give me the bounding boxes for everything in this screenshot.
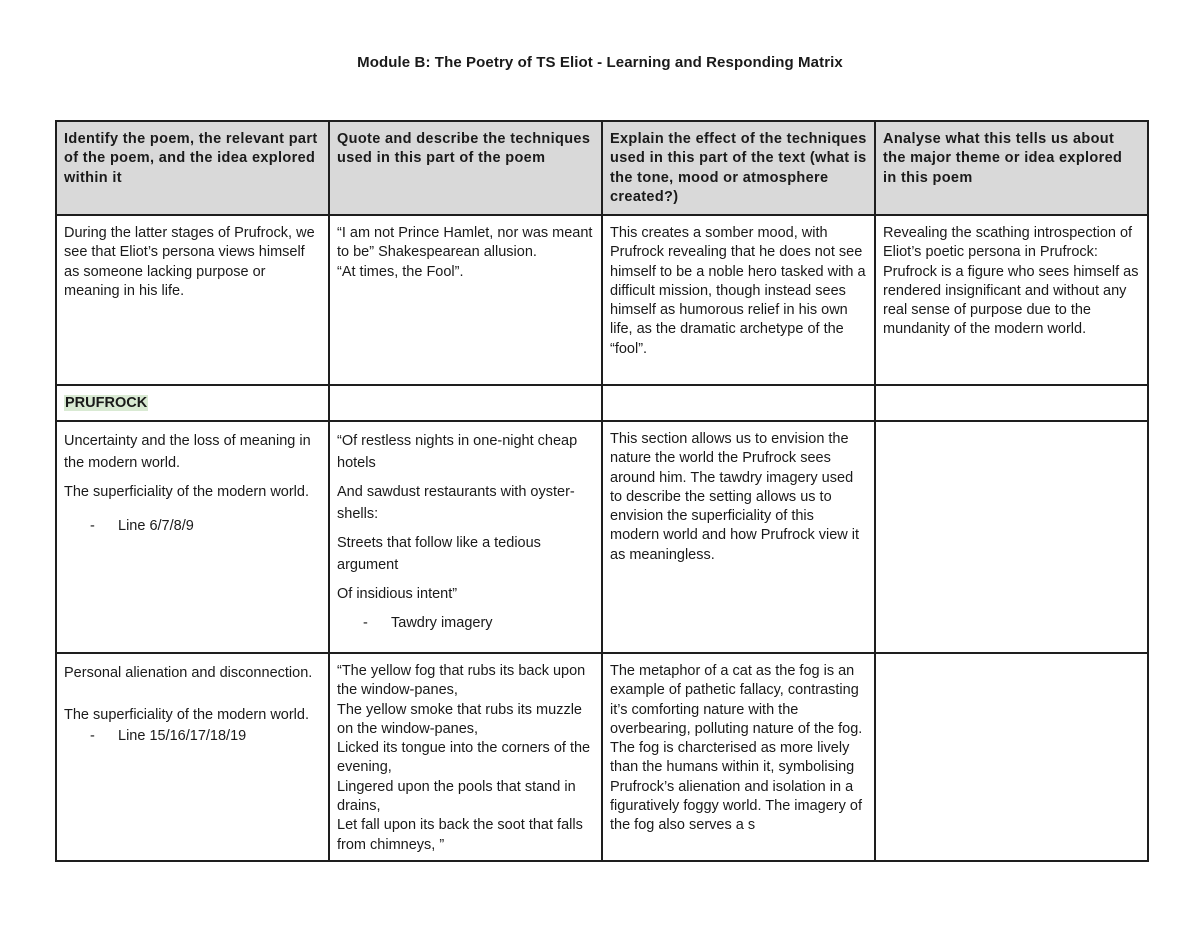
section-label-cell: [56, 385, 329, 421]
list-dash: -: [90, 518, 95, 534]
header-analyse-theme: Analyse what this tells us about the major theme or idea explored in this poem: [875, 121, 1148, 215]
table-row: [56, 653, 1148, 861]
empty-cell: [602, 385, 875, 421]
table-row: [56, 421, 1148, 653]
quote-line: The yellow smoke that rubs its muzzle on the window-panes,: [337, 701, 582, 737]
quote-line: Licked its tongue into the corners of the evening,: [337, 740, 591, 776]
page-title: Module B: The Poetry of TS Eliot - Learning and Responding Matrix: [357, 54, 843, 71]
header-explain-effect: Explain the effect of the techniques used in this part of the text (what is the tone, mood or atmosphere created?): [602, 121, 875, 215]
quote-line: And sawdust restaurants with oyster-shells:: [337, 484, 575, 522]
technique-text: Tawdry imagery: [391, 615, 493, 631]
row1-quote-line: “I am not Prince Hamlet, nor was meant to be” Shakespearean allusion.: [337, 225, 593, 261]
row4-effect-text: The metaphor of a cat as the fog is an example of pathetic fallacy, contrasting it’s comforting nature with the overbearing, polluting nature of the fog. The fog is charcterised as more lively than the humans within it, symbolising Prufrock’s alienation and isolation in a figuratively foggy world. The imagery of the fog also serves a s: [610, 663, 863, 834]
learning-matrix-table: [55, 120, 1149, 862]
table-header-row: [56, 121, 1148, 215]
row4-line-reference: [90, 726, 321, 746]
line-reference-text: Line 15/16/17/18/19: [118, 728, 247, 744]
quote-line: Of insidious intent”: [337, 586, 458, 602]
row3-line-reference: [90, 515, 321, 537]
list-dash: -: [90, 728, 95, 744]
empty-cell: [329, 385, 602, 421]
table-row: [56, 385, 1148, 421]
row3-quote-cell: [329, 421, 602, 653]
row4-identify-cell: [56, 653, 329, 861]
row1-quote-line: “At times, the Fool”.: [337, 263, 464, 280]
row1-effect-cell: This creates a somber mood, with Prufrock revealing that he does not see himself to be a noble hero tasked with a difficult mission, though instead sees himself as humorous relief in his own life, as the dramatic archetype of the “fool”.: [602, 215, 875, 385]
header-identify-poem: Identify the poem, the relevant part of the poem, and the idea explored within it: [56, 121, 329, 215]
table-row: [56, 215, 1148, 385]
empty-cell: [875, 653, 1148, 861]
list-dash: -: [363, 615, 368, 631]
row1-analysis-cell: Revealing the scathing introspection of Eliot’s poetic persona in Prufrock: Prufrock is a figure who sees himself as rendered insignificant and without any real sense of purpose due to the mundanity of the modern world.: [875, 215, 1148, 385]
row4-quote-cell: [329, 653, 602, 861]
row3-idea-paragraph: The superficiality of the modern world.: [64, 484, 309, 500]
quote-line: “Of restless nights in one-night cheap hotels: [337, 433, 578, 471]
row3-effect-cell: This section allows us to envision the nature the world the Prufrock sees around him. The tawdry imagery used to describe the setting allows us to envision the superficiality of this modern world and how Prufrock view it as meaningless.: [602, 421, 875, 653]
row3-technique-item: [363, 612, 594, 634]
row3-idea-paragraph: Uncertainty and the loss of meaning in the modern world.: [64, 433, 311, 471]
empty-cell: [875, 385, 1148, 421]
header-quote-techniques: Quote and describe the techniques used in this part of the poem: [329, 121, 602, 215]
section-label-prufrock: PRUFROCK: [65, 395, 148, 411]
empty-cell: [875, 421, 1148, 653]
quote-line: “The yellow fog that rubs its back upon the window-panes,: [337, 663, 586, 699]
row1-quote-cell: [329, 215, 602, 385]
row1-identify-cell: During the latter stages of Prufrock, we see that Eliot’s persona views himself as someone lacking purpose or meaning in his life.: [56, 215, 329, 385]
line-reference-text: Line 6/7/8/9: [118, 518, 194, 534]
row4-idea-paragraph: The superficiality of the modern world.: [64, 707, 309, 723]
row4-idea-paragraph: Personal alienation and disconnection.: [64, 665, 313, 681]
quote-line: Let fall upon its back the soot that falls from chimneys, ”: [337, 817, 583, 853]
row3-identify-cell: [56, 421, 329, 653]
quote-line: Lingered upon the pools that stand in drains,: [337, 778, 576, 815]
row4-effect-cell: [602, 653, 875, 861]
quote-line: Streets that follow like a tedious argument: [337, 535, 541, 573]
